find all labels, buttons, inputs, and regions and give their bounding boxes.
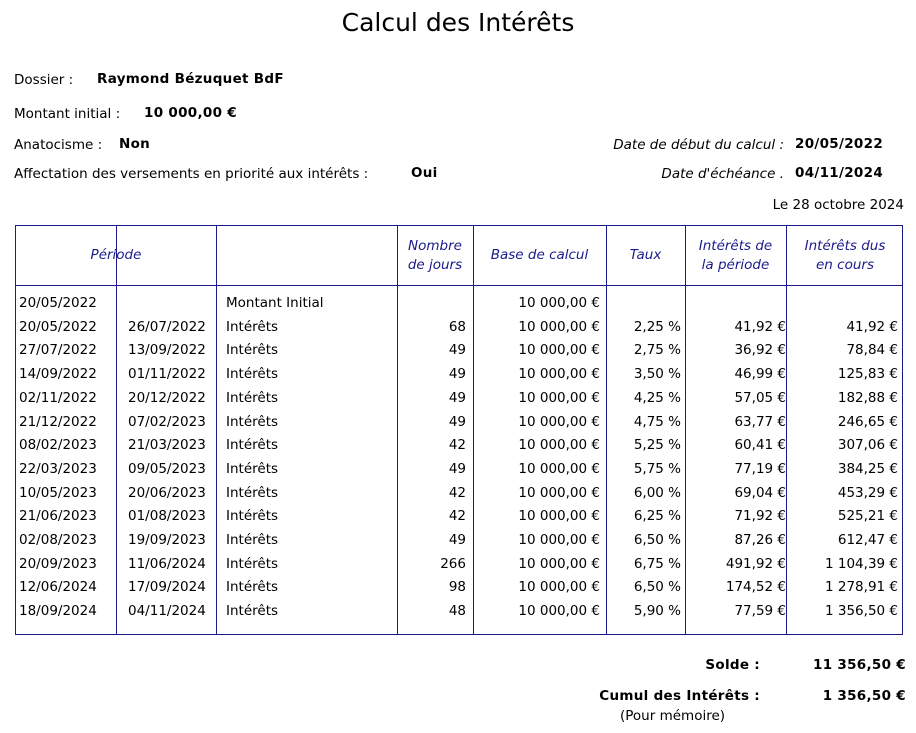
cell-interets-cours: 612,47 € [837, 532, 898, 548]
cell-jours: 42 [448, 508, 466, 525]
cell-interets-periode: 63,77 € [734, 413, 786, 430]
cell-base: 10 000,00 € [518, 437, 600, 454]
cell-libelle: Intérêts [226, 413, 279, 430]
cell-interets-periode: 77,59 € [734, 603, 786, 620]
cell-date-fin: 07/02/2023 [128, 413, 206, 430]
cell-date-debut: 12/06/2024 [19, 579, 97, 596]
affectation-label: Affectation des versements en priorité aux intérêts : [14, 166, 369, 182]
cell-interets-periode: 491,92 € [725, 555, 786, 572]
cell-taux: 3,50 % [633, 366, 681, 383]
header-separator [16, 285, 902, 286]
cell-interets-cours: 125,83 € [837, 366, 898, 383]
interest-table [15, 225, 903, 635]
cell-date-debut: 22/03/2023 [19, 460, 97, 477]
cell-taux: 6,50 % [633, 579, 681, 596]
cell-date-debut: 14/09/2022 [19, 366, 97, 383]
affectation-value: Oui [411, 165, 438, 181]
cell-libelle: Intérêts [226, 579, 279, 596]
dossier-value: Raymond Bézuquet BdF [97, 71, 284, 87]
cell-date-fin: 11/06/2024 [128, 555, 206, 572]
cumul-label: Cumul des Intérêts : [599, 688, 760, 704]
cell-interets-periode: 46,99 € [734, 366, 786, 383]
cumul-value: 1 356,50 € [822, 688, 906, 704]
date-echeance-value: 04/11/2024 [795, 165, 884, 181]
cell-libelle: Intérêts [226, 555, 279, 572]
cell-interets-periode: 60,41 € [734, 437, 786, 454]
cell-jours: 42 [448, 437, 466, 454]
cell-base: 10 000,00 € [518, 460, 600, 477]
cell-date-fin: 01/08/2023 [128, 508, 206, 525]
table-row [16, 293, 904, 317]
cell-jours: 49 [448, 389, 466, 406]
cell-base: 10 000,00 € [518, 342, 600, 359]
table-row [16, 506, 904, 530]
cell-date-fin: 20/06/2023 [128, 484, 206, 501]
cell-jours: 98 [448, 579, 466, 596]
table-row [16, 601, 904, 625]
cell-date-fin: 04/11/2024 [128, 603, 206, 620]
cell-libelle: Intérêts [226, 437, 279, 454]
cell-taux: 6,75 % [633, 555, 681, 572]
cell-jours: 49 [448, 366, 466, 383]
table-row [16, 364, 904, 388]
cell-interets-cours: 1 356,50 € [825, 603, 898, 620]
cell-taux: 6,50 % [633, 532, 681, 548]
cell-date-debut: 02/11/2022 [19, 389, 97, 406]
cell-taux: 5,25 % [633, 437, 681, 454]
cell-libelle: Intérêts [226, 460, 279, 477]
table-row [16, 530, 904, 554]
cumul-note: (Pour mémoire) [620, 708, 726, 724]
cell-base: 10 000,00 € [518, 366, 600, 383]
cell-base: 10 000,00 € [518, 413, 600, 430]
cell-jours: 49 [448, 413, 466, 430]
cell-interets-cours: 453,29 € [837, 484, 898, 501]
cell-date-debut: 27/07/2022 [19, 342, 97, 359]
cell-interets-cours: 78,84 € [846, 342, 898, 359]
header-interets-cours: Intérêts dus en cours [804, 237, 886, 273]
cell-interets-periode: 36,92 € [734, 342, 786, 359]
cell-base: 10 000,00 € [518, 508, 600, 525]
cell-date-fin: 19/09/2023 [128, 532, 206, 548]
cell-interets-periode: 174,52 € [725, 579, 786, 596]
table-row [16, 340, 904, 364]
cell-taux: 5,90 % [633, 603, 681, 620]
date-debut-value: 20/05/2022 [795, 136, 884, 152]
cell-libelle: Intérêts [226, 318, 279, 335]
montant-initial-value: 10 000,00 € [144, 105, 237, 121]
cell-interets-periode: 69,04 € [734, 484, 786, 501]
table-row [16, 483, 904, 507]
date-debut-label: Date de début du calcul : [613, 137, 784, 153]
cell-date-debut: 20/05/2022 [19, 295, 97, 311]
cell-interets-cours: 1 278,91 € [825, 579, 898, 596]
cell-date-debut: 02/08/2023 [19, 532, 97, 548]
cell-interets-cours: 182,88 € [837, 389, 898, 406]
cell-jours: 42 [448, 484, 466, 501]
cell-base: 10 000,00 € [518, 555, 600, 572]
cell-libelle: Intérêts [226, 603, 279, 620]
cell-taux: 4,25 % [633, 389, 681, 406]
cell-date-debut: 20/05/2022 [19, 318, 97, 335]
table-row [16, 317, 904, 341]
cell-date-fin: 09/05/2023 [128, 460, 206, 477]
cell-base: 10 000,00 € [518, 532, 600, 548]
cell-date-fin: 21/03/2023 [128, 437, 206, 454]
dossier-label: Dossier : [14, 72, 74, 88]
solde-label: Solde : [705, 657, 760, 673]
cell-date-debut: 10/05/2023 [19, 484, 97, 501]
cell-jours: 49 [448, 532, 466, 548]
cell-taux: 2,25 % [633, 318, 681, 335]
cell-libelle: Intérêts [226, 342, 279, 359]
anatocisme-value: Non [119, 136, 151, 152]
cell-jours: 48 [448, 603, 466, 620]
page-title: Calcul des Intérêts [341, 8, 575, 37]
cell-date-debut: 08/02/2023 [19, 437, 97, 454]
cell-jours: 68 [448, 318, 466, 335]
table-row [16, 577, 904, 601]
anatocisme-label: Anatocisme : [14, 137, 103, 153]
solde-value: 11 356,50 € [813, 657, 906, 673]
cell-interets-periode: 57,05 € [734, 389, 786, 406]
table-row [16, 412, 904, 436]
cell-libelle: Intérêts [226, 484, 279, 501]
cell-interets-periode: 87,26 € [734, 532, 786, 548]
cell-taux: 6,25 % [633, 508, 681, 525]
cell-interets-periode: 71,92 € [734, 508, 786, 525]
cell-libelle: Montant Initial [226, 295, 324, 311]
cell-base: 10 000,00 € [518, 389, 600, 406]
cell-base: 10 000,00 € [518, 484, 600, 501]
date-echeance-label: Date d'échéance . [661, 166, 784, 182]
cell-date-fin: 26/07/2022 [128, 318, 206, 335]
cell-date-debut: 18/09/2024 [19, 603, 97, 620]
table-row [16, 554, 904, 578]
cell-libelle: Intérêts [226, 532, 279, 548]
cell-date-debut: 21/12/2022 [19, 413, 97, 430]
cell-taux: 5,75 % [633, 460, 681, 477]
montant-initial-label: Montant initial : [14, 106, 121, 122]
cell-interets-cours: 41,92 € [846, 318, 898, 335]
cell-libelle: Intérêts [226, 389, 279, 406]
cell-interets-cours: 384,25 € [837, 460, 898, 477]
cell-interets-cours: 525,21 € [837, 508, 898, 525]
cell-interets-cours: 1 104,39 € [825, 555, 898, 572]
cell-date-fin: 13/09/2022 [128, 342, 206, 359]
cell-libelle: Intérêts [226, 366, 279, 383]
cell-jours: 266 [440, 555, 466, 572]
cell-jours: 49 [448, 460, 466, 477]
header-periode: Période [90, 247, 142, 263]
cell-base: 10 000,00 € [518, 318, 600, 335]
cell-base: 10 000,00 € [518, 579, 600, 596]
cell-date-fin: 01/11/2022 [128, 366, 206, 383]
cell-taux: 6,00 % [633, 484, 681, 501]
cell-interets-cours: 307,06 € [837, 437, 898, 454]
cell-interets-periode: 77,19 € [734, 460, 786, 477]
date-edition: Le 28 octobre 2024 [772, 197, 904, 213]
cell-date-fin: 20/12/2022 [128, 389, 206, 406]
cell-interets-periode: 41,92 € [734, 318, 786, 335]
table-row [16, 435, 904, 459]
header-interets-periode: Intérêts de la période [698, 237, 773, 273]
cell-date-debut: 21/06/2023 [19, 508, 97, 525]
header-base-calcul: Base de calcul [490, 247, 589, 263]
cell-taux: 4,75 % [633, 413, 681, 430]
header-nombre-jours: Nombre de jours [407, 237, 463, 273]
cell-jours: 49 [448, 342, 466, 359]
table-row [16, 388, 904, 412]
cell-libelle: Intérêts [226, 508, 279, 525]
table-row [16, 459, 904, 483]
cell-interets-cours: 246,65 € [837, 413, 898, 430]
cell-base: 10 000,00 € [518, 295, 600, 311]
cell-base: 10 000,00 € [518, 603, 600, 620]
header-taux: Taux [629, 247, 662, 263]
cell-date-fin: 17/09/2024 [128, 579, 206, 596]
cell-date-debut: 20/09/2023 [19, 555, 97, 572]
cell-taux: 2,75 % [633, 342, 681, 359]
